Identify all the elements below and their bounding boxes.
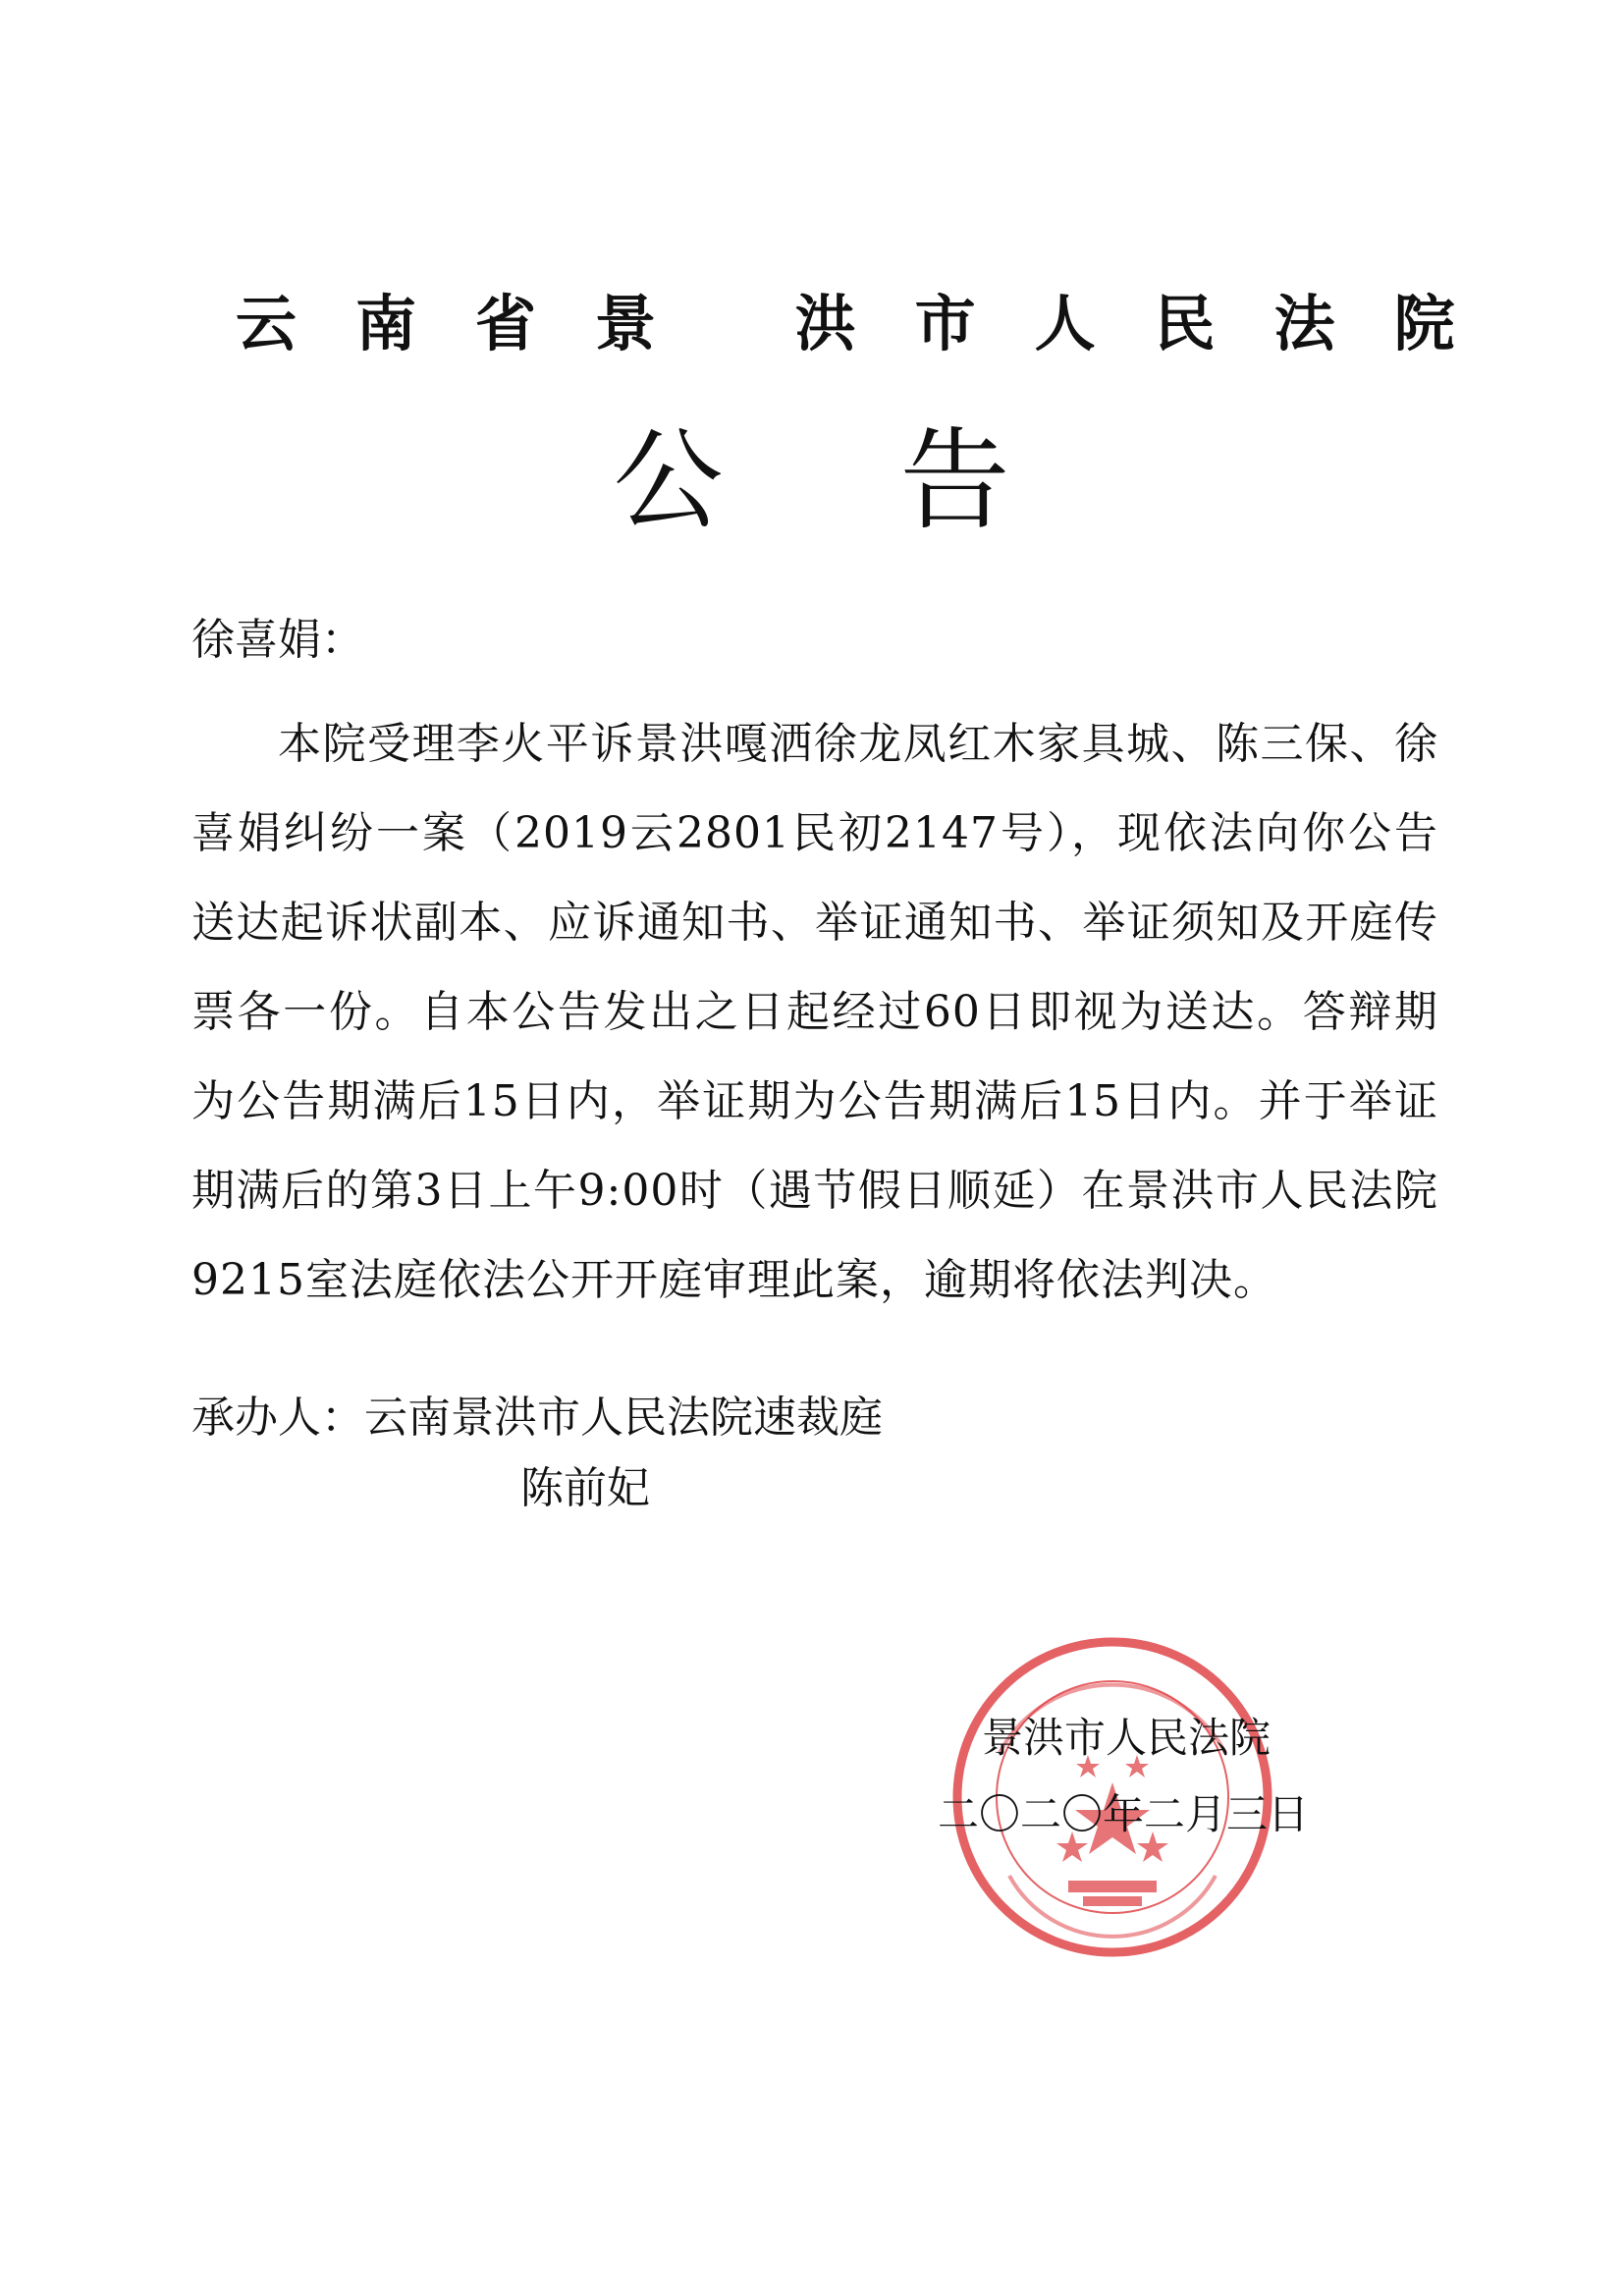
document-type-title: 公告 (613, 417, 1187, 545)
handler-name: 陈前妃 (520, 1463, 650, 1513)
notice-body: 本院受理李火平诉景洪嘎洒徐龙凤红木家具城、陈三保、徐喜娟纠纷一案（2019云2801民初2147号），现依法向你公告送达起诉状副本、应诉通知书、举证通知书、举证须知及开庭传票各一份。自本公告发出之日起经过60日即视为送达。答辩期为公告期满后15日内，举证期为公告期满后15日内。并于举证期满后的第3日上午9:00时（遇节假日顺延）在景洪市人民法院9215室法庭依法公开开庭审理此案，逾期将依法判决。 (191, 719, 1438, 1305)
handler-line: 承办人：云南景洪市人民法院速裁庭 (191, 1393, 883, 1443)
signature-date: 二〇二〇年二月三日 (938, 1790, 1310, 1838)
addressee: 徐喜娟： (191, 615, 364, 665)
signature-court: 景洪市人民法院 (982, 1714, 1271, 1762)
court-name-title: 云南省景 洪市人民法院 (236, 288, 1514, 359)
